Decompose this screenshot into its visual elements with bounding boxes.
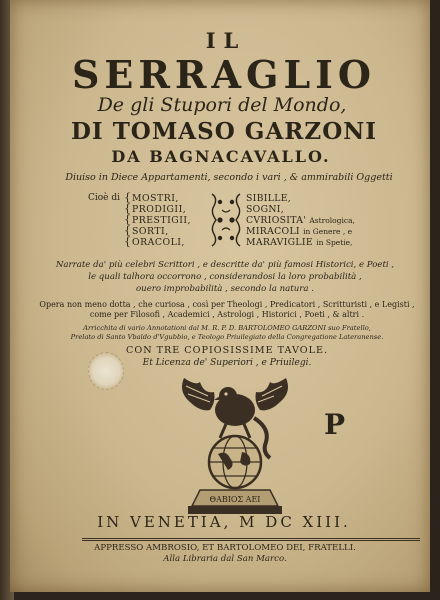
imprint-city: IN VENETIA, M DC XIII.	[97, 513, 351, 531]
topic-item: CVRIOSITA' Astrologica,	[246, 215, 355, 226]
author-origin: DA BAGNACAVALLO.	[111, 147, 331, 166]
p-mark: P	[324, 408, 346, 441]
topic-item: PRESTIGII,	[132, 215, 192, 226]
annotation-line: Arricchita di vario Annotationi dal M. R. P. D. BARTOLOMEO GARZONI suo Fratello,	[83, 324, 371, 332]
emblem-motto: ΘΑΒΙΟΣ ΑΕΙ	[209, 495, 261, 504]
paper-stain	[88, 352, 124, 390]
tavole-line: CON TRE COPIOSISSIME TAVOLE.	[125, 345, 329, 356]
imprint-rule	[82, 538, 420, 539]
topic-item: MOSTRI,	[132, 193, 179, 204]
left-topic-list	[132, 193, 191, 248]
topic-item: SIBILLE,	[246, 193, 292, 204]
topic-item: PRODIGII,	[132, 204, 187, 215]
narrate-line: ouero improbabilità , secondo la natura .	[135, 284, 314, 294]
imprint-rule	[82, 540, 420, 541]
narrate-line: le quali talhora occorrono , considerandosi la loro probabilità ,	[88, 272, 362, 282]
division-line: Diuiso in Diece Appartamenti, secondo i vari , & ammirabili Oggetti	[65, 172, 393, 183]
topic-item: ORACOLI,	[132, 237, 185, 248]
cioe-label: Cioè di	[88, 193, 121, 203]
brace-ornament-icon	[208, 192, 244, 248]
title-il: IL	[205, 28, 247, 53]
licenza-line: Et Licenza de' Superiori , e Priuilegi.	[142, 358, 312, 368]
topic-item: SORTI,	[132, 226, 169, 237]
title-serraglio: SERRAGLIO	[71, 52, 377, 97]
narrate-line: Narrate da' più celebri Scrittori , e descritte da' più famosi Historici, e Poeti ,	[55, 260, 395, 270]
topic-item: SOGNI,	[246, 204, 284, 215]
author-line: DI TOMASO GARZONI	[70, 118, 378, 145]
bookshop-line: Alla Libraria dal San Marco.	[163, 554, 287, 564]
annotation-line: Prelato di Santo Vbaldo d'Vgubbio, e Teologo Priuilegiato della Congregatione Lateranense.	[70, 333, 384, 341]
printer-line: APPRESSO AMBROSIO, ET BARTOLOMEO DEI, FRATELLI.	[94, 543, 356, 553]
subtitle-stupori: De gli Stupori del Mondo,	[97, 94, 347, 116]
title-page	[10, 0, 430, 592]
topic-item: MIRACOLI in Genere , e	[246, 226, 353, 237]
left-brace: { { { { {	[124, 191, 131, 248]
right-topic-list	[246, 193, 355, 248]
topic-item: MARAVIGLIE in Spetie,	[246, 237, 353, 248]
opera-line: come per Filosofi , Academici , Astrologi , Historici , Poeti , & altri .	[89, 310, 365, 319]
opera-line: Opera non meno dotta , che curiosa , così per Theologi , Predicatori , Scritturisti , e Legisti ,	[39, 300, 415, 309]
printer-device-emblem-icon	[170, 372, 300, 522]
